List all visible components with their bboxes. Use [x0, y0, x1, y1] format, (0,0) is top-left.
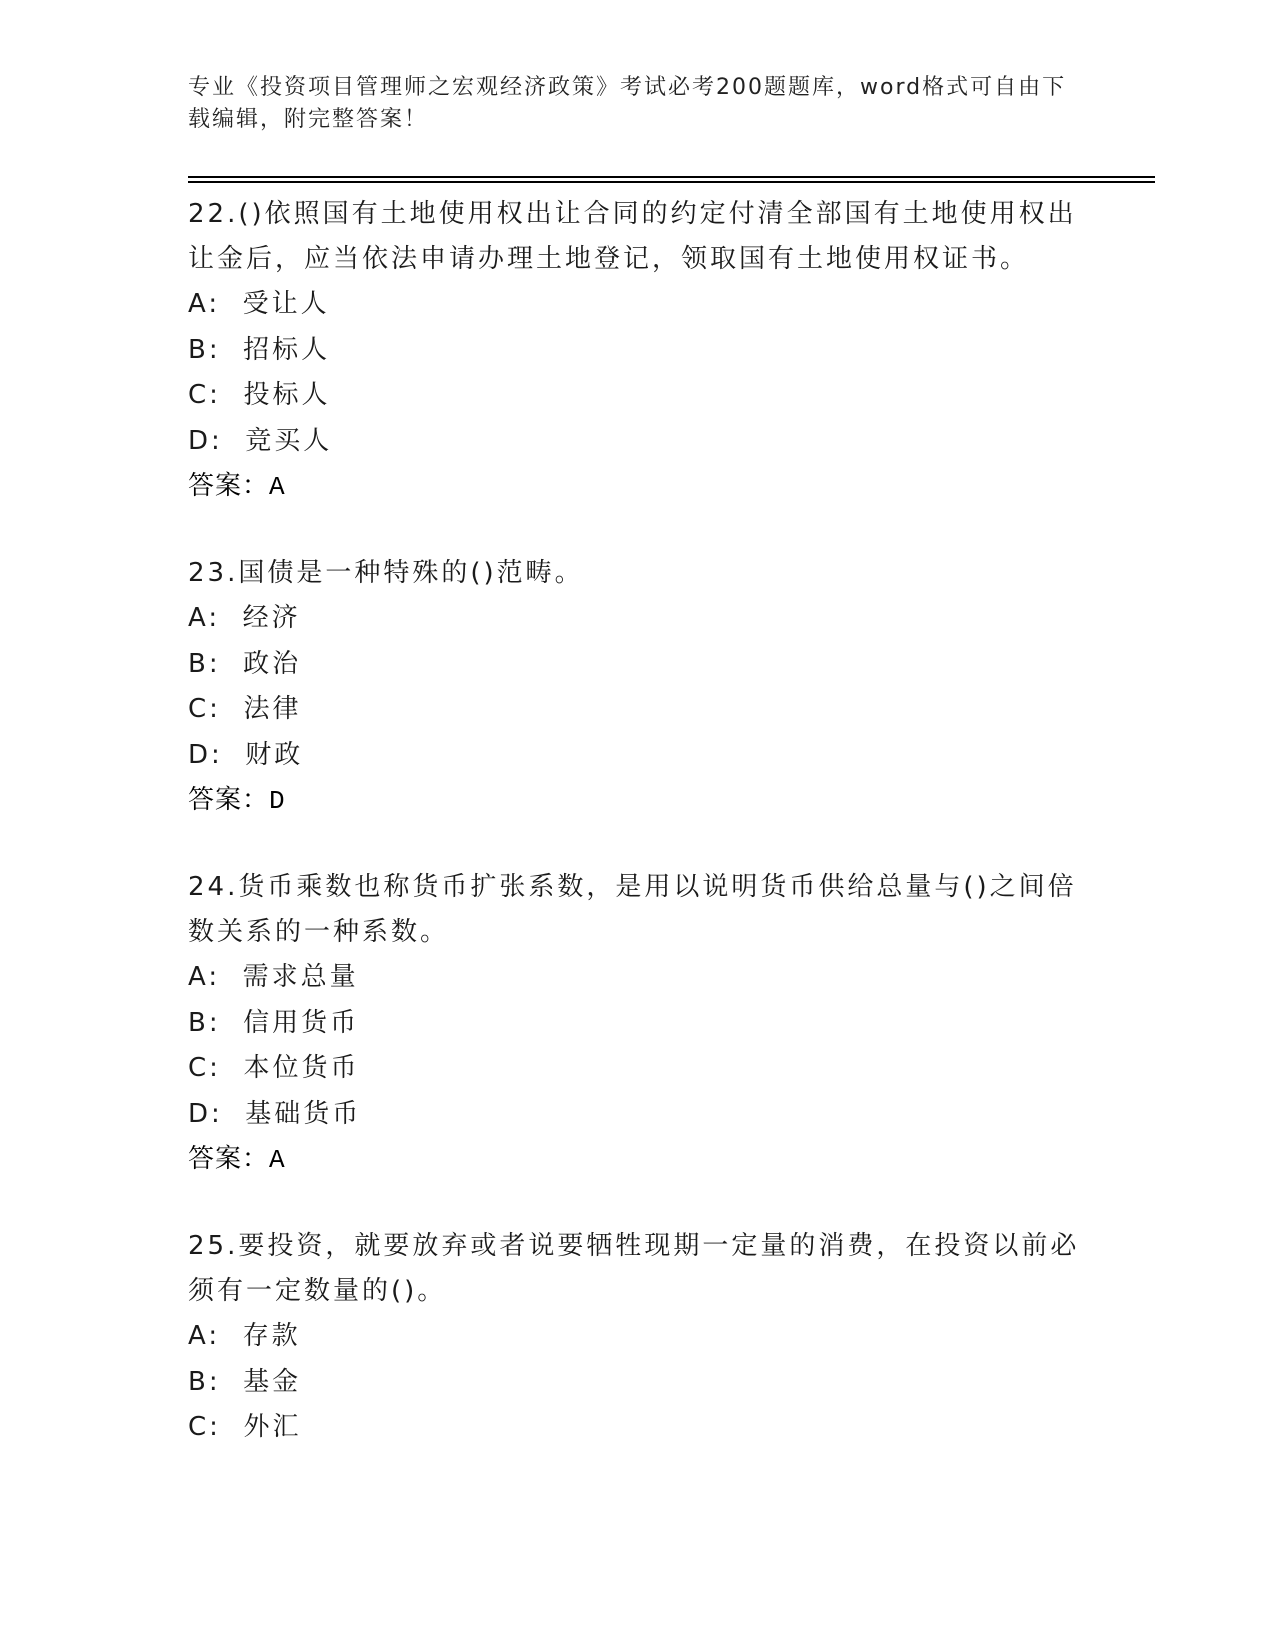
question-stem: 23.国债是一种特殊的()范畴。	[188, 558, 584, 588]
answer-line	[188, 778, 1088, 824]
question-23	[188, 551, 1088, 824]
option-a: A: 经济	[188, 603, 301, 633]
question-stem: 25.要投资，就要放弃或者说要牺牲现期一定量的消费，在投资以前必须有一定数量的()。	[188, 1231, 1080, 1306]
option-c: C: 投标人	[188, 380, 331, 410]
option-d: D: 基础货币	[188, 1098, 362, 1129]
document-header: 专业《投资项目管理师之宏观经济政策》考试必考200题题库，word格式可自由下载编辑，附完整答案！	[188, 75, 1067, 132]
answer-key: D	[269, 786, 286, 816]
question-list	[188, 192, 1088, 1492]
option-a: A: 受让人	[188, 289, 330, 319]
option-b: B: 信用货币	[188, 1007, 360, 1038]
option-b: B: 政治	[188, 648, 302, 679]
question-stem: 24.货币乘数也称货币扩张系数，是用以说明货币供给总量与()之间倍数关系的一种系数。	[188, 872, 1077, 947]
answer-label: 答案：	[188, 785, 270, 815]
answer-key: A	[269, 472, 286, 502]
option-b: B: 基金	[188, 1366, 302, 1397]
option-d: D: 财政	[188, 739, 304, 770]
option-d: D: 竞买人	[188, 425, 333, 456]
question-24	[188, 865, 1088, 1183]
option-a: A: 需求总量	[188, 962, 359, 992]
answer-line	[188, 1137, 1088, 1183]
question-25	[188, 1224, 1088, 1451]
answer-key: A	[269, 1145, 286, 1175]
answer-label: 答案：	[188, 471, 270, 501]
answer-line	[188, 464, 1088, 510]
option-c: C: 外汇	[188, 1412, 302, 1442]
option-c: C: 法律	[188, 694, 302, 724]
header-divider-top	[188, 176, 1155, 178]
answer-label: 答案：	[188, 1144, 270, 1174]
header-divider-bottom	[188, 181, 1155, 183]
question-stem: 22.()依照国有土地使用权出让合同的约定付清全部国有土地使用权出让金后，应当依法申请办理土地登记，领取国有土地使用权证书。	[188, 199, 1077, 274]
question-22	[188, 192, 1088, 510]
option-b: B: 招标人	[188, 334, 331, 365]
option-a: A: 存款	[188, 1321, 301, 1351]
option-c: C: 本位货币	[188, 1053, 360, 1083]
